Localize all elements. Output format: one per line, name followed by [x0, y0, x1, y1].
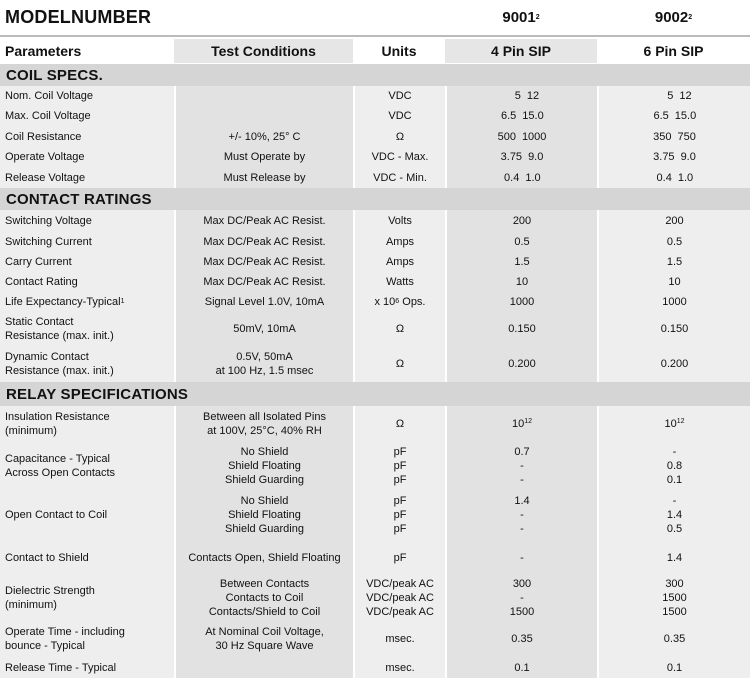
units-cell: Volts: [353, 210, 445, 231]
value-min: 6.5: [653, 110, 669, 122]
stacked-lines: [205, 625, 324, 653]
parameter-lines: [5, 350, 114, 378]
value-pair: [505, 89, 539, 103]
stacked-lines: [225, 445, 304, 487]
stacked-lines: [514, 445, 529, 487]
line: -: [520, 508, 524, 521]
value-min: 0.4: [656, 171, 672, 184]
model-9002-value: 1.4: [597, 539, 750, 576]
table-row: [0, 86, 750, 106]
parameter-line: Resistance (max. init.): [5, 365, 114, 377]
model-9002-value: 0.150: [597, 312, 750, 346]
parameter-name: Contact Rating: [5, 276, 78, 288]
parameter-cell: [0, 576, 174, 620]
test-condition-cell: [174, 490, 353, 539]
stacked-lines: [216, 350, 314, 378]
model-9001-value: 0.200: [445, 346, 597, 382]
line: 300: [665, 578, 684, 590]
table-row: [0, 147, 750, 167]
model-9002-value: [597, 490, 750, 539]
parameter-name: Operate Voltage: [5, 151, 85, 163]
value-max: 12: [526, 90, 540, 102]
parameter-line: Resistance (max. init.): [5, 330, 114, 342]
line: Shield Guarding: [225, 474, 304, 486]
line: 30 Hz Square Wave: [215, 640, 314, 652]
units-cell: Watts: [353, 272, 445, 292]
value-max: 15.0: [522, 110, 544, 122]
line: pF: [393, 508, 407, 521]
unit-tail: Ops.: [399, 296, 426, 308]
parameter-cell: [0, 539, 174, 576]
test-condition-cell: Max DC/Peak AC Resist.: [174, 210, 353, 231]
stacked-lines: [667, 445, 682, 487]
model-9001-value: [445, 126, 597, 147]
stacked-lines: [510, 577, 534, 619]
parameter-line: Static Contact: [5, 316, 74, 328]
parameter-name: Switching Current: [5, 235, 92, 248]
stacked-lines: [514, 494, 529, 536]
parameter-cell: [0, 490, 174, 539]
section-header-relay: RELAY SPECIFICATIONS: [0, 382, 750, 406]
test-condition-cell: [174, 86, 353, 106]
value-max: 9.0: [528, 151, 544, 163]
value-min: 5: [667, 90, 674, 102]
stacked-lines: [366, 577, 434, 619]
line: pF: [393, 494, 407, 507]
test-condition-cell: +/- 10%, 25° C: [174, 126, 353, 147]
table-row: [0, 252, 750, 272]
line: Shield Floating: [228, 508, 301, 521]
value-pair: [501, 150, 544, 164]
parameter-lines: [5, 452, 115, 480]
test-condition-cell: [174, 406, 353, 442]
power-exponent: 12: [524, 418, 533, 425]
value-min: 350: [653, 130, 672, 143]
value-max: 12: [679, 90, 692, 102]
line: Between Contacts: [219, 578, 310, 590]
value-max: 15.0: [674, 110, 697, 122]
model-9002-value: 1.5: [597, 252, 750, 272]
model-number-header: [0, 0, 750, 37]
units-cell: VDC: [353, 86, 445, 106]
model-9001-value: [445, 406, 597, 442]
model-9001-value: 0.150: [445, 312, 597, 346]
parameter-line: Insulation Resistance: [5, 411, 110, 423]
line: pF: [393, 474, 407, 486]
parameter-cell: [0, 406, 174, 442]
parameter-line: Operate Time - including: [5, 626, 125, 638]
parameter-name: Carry Current: [5, 256, 72, 268]
units-cell: Amps: [353, 252, 445, 272]
parameter-line: Dynamic Contact: [5, 351, 89, 363]
line: No Shield: [240, 494, 289, 507]
value-min: 500: [497, 130, 516, 143]
parameter-name: Contact to Shield: [5, 551, 89, 564]
model-9002-value: [597, 442, 750, 490]
model-9002-value: 1000: [597, 292, 750, 312]
table-row: [0, 658, 750, 678]
table-row: [0, 490, 750, 539]
model-9002-value: 0.35: [597, 620, 750, 658]
test-condition-cell: Max DC/Peak AC Resist.: [174, 252, 353, 272]
section-header-coil: COIL SPECS.: [0, 64, 750, 86]
table-row: [0, 106, 750, 126]
model-9001-number: 9001 2: [502, 9, 540, 26]
line: 0.8: [666, 460, 683, 472]
model-9001-value: [445, 442, 597, 490]
stacked-lines: [394, 494, 407, 536]
parameter-cell: [0, 312, 174, 346]
parameter-name: Coil Resistance: [5, 130, 82, 143]
units-cell: msec.: [353, 658, 445, 678]
model-9001-value: [445, 576, 597, 620]
units-cell: VDC - Min.: [353, 167, 445, 188]
power-value: [664, 417, 684, 431]
value-min: 0.4: [504, 171, 520, 184]
parameter-cell: [0, 252, 174, 272]
table-row: [0, 576, 750, 620]
model-9001-package-header: 4 Pin SIP: [445, 39, 597, 63]
parameter-cell: Life Expectancy-Typical 1: [0, 292, 174, 312]
test-condition-cell: Must Operate by: [174, 147, 353, 167]
parameter-cell: [0, 147, 174, 167]
line: 0.5: [666, 522, 683, 535]
value-max: 1000: [521, 130, 547, 143]
model-9001-value: 1000: [445, 292, 597, 312]
stacked-lines: [225, 494, 304, 536]
test-condition-cell: Contacts Open, Shield Floating: [174, 539, 353, 576]
units-cell: Amps: [353, 231, 445, 252]
test-condition-cell: Signal Level 1.0V, 10mA: [174, 292, 353, 312]
table-row: [0, 346, 750, 382]
table-row: [0, 210, 750, 231]
value-pair: [503, 171, 540, 185]
model-9001-value: 0.35: [445, 620, 597, 658]
stacked-lines: [203, 410, 326, 438]
line: pF: [393, 460, 407, 472]
units-cell: msec.: [353, 620, 445, 658]
value-max: 1.0: [677, 171, 694, 184]
line: 1.4: [666, 508, 683, 521]
value-pair: [653, 130, 696, 144]
units-cell: [353, 576, 445, 620]
table-row: [0, 539, 750, 576]
model-9002-value: [597, 406, 750, 442]
model-9001-value: [445, 490, 597, 539]
parameter-name: Release Time - Typical: [5, 662, 117, 674]
value-max: 9.0: [680, 151, 696, 163]
parameter-name: Max. Coil Voltage: [5, 110, 91, 122]
parameter-cell: [0, 658, 174, 678]
parameter-cell: [0, 106, 174, 126]
model-9002-value: [597, 147, 750, 167]
units-cell: [353, 490, 445, 539]
value-max: 750: [677, 130, 696, 143]
test-condition-cell: [174, 106, 353, 126]
units-cell: Ω: [353, 346, 445, 382]
line: Shield Guarding: [225, 522, 304, 535]
units-cell: Ω: [353, 406, 445, 442]
parameters-header: Parameters: [5, 43, 82, 59]
parameter-name: Life Expectancy-Typical: [5, 296, 121, 308]
model-9002-value: [597, 126, 750, 147]
line: 0.7: [514, 446, 530, 458]
value-max: 1.0: [525, 171, 541, 184]
units-cell: VDC - Max.: [353, 147, 445, 167]
parameter-name: Nom. Coil Voltage: [5, 90, 94, 102]
value-pair: [653, 109, 696, 123]
line: pF: [393, 446, 407, 458]
line: At Nominal Coil Voltage,: [205, 626, 324, 638]
test-condition-cell: [174, 620, 353, 658]
line: -: [520, 592, 524, 604]
table-row: [0, 312, 750, 346]
line: 1.4: [514, 494, 530, 507]
test-condition-cell: Max DC/Peak AC Resist.: [174, 272, 353, 292]
parameter-cell: [0, 272, 174, 292]
model-9001-value: 1.5: [445, 252, 597, 272]
power-base: 10: [511, 418, 525, 430]
value-pair: [657, 89, 691, 103]
value-min: 3.75: [653, 151, 675, 163]
parameter-lines: [5, 315, 114, 343]
model-9002-number: 9002 2: [654, 9, 693, 26]
table-row: [0, 167, 750, 188]
power-value: [512, 417, 532, 431]
line: VDC/peak AC: [366, 606, 434, 618]
model-number-label: MODELNUMBER: [5, 7, 152, 27]
line: 1500: [662, 606, 687, 618]
line: -: [672, 494, 677, 507]
line: 0.1: [666, 474, 683, 486]
line: -: [520, 460, 524, 472]
model-9001-value: [445, 167, 597, 188]
test-condition-cell: Must Release by: [174, 167, 353, 188]
model-9001-value: [445, 86, 597, 106]
parameter-line: Dielectric Strength: [5, 585, 95, 597]
test-condition-cell: [174, 442, 353, 490]
parameter-line: (minimum): [5, 425, 57, 437]
line: 0.5V, 50mA: [236, 351, 293, 363]
value-min: 6.5: [500, 110, 517, 122]
units-cell: [353, 442, 445, 490]
value-pair: [656, 171, 693, 185]
model-9001-value: 0.5: [445, 231, 597, 252]
model-9002-value: [597, 86, 750, 106]
test-conditions-header: Test Conditions: [174, 39, 353, 63]
header-spacer: [174, 0, 353, 35]
parameter-line: Capacitance - Typical: [5, 453, 110, 465]
table-row: [0, 406, 750, 442]
value-pair: [498, 130, 547, 144]
units-cell: x 10 6 Ops.: [353, 292, 445, 312]
line: 1500: [509, 606, 535, 618]
value-pair: [500, 109, 543, 123]
model-9002-value: [597, 167, 750, 188]
test-condition-cell: 50mV, 10mA: [174, 312, 353, 346]
parameter-cell: [0, 620, 174, 658]
line: -: [520, 522, 524, 535]
parameter-line: (minimum): [5, 599, 57, 611]
table-row: [0, 126, 750, 147]
stacked-lines: [662, 577, 686, 619]
model-9002-value: 0.5: [597, 231, 750, 252]
table-row: [0, 620, 750, 658]
units-cell: pF: [353, 539, 445, 576]
power-exponent: 12: [676, 418, 685, 425]
line: -: [520, 474, 524, 486]
model-9001-value: -: [445, 539, 597, 576]
line: VDC/peak AC: [366, 592, 434, 604]
table-row: [0, 292, 750, 312]
table-row: [0, 442, 750, 490]
parameter-cell: [0, 167, 174, 188]
parameter-cell: [0, 231, 174, 252]
model-9001-value: 0.1: [445, 658, 597, 678]
test-condition-cell: [174, 658, 353, 678]
section-header-contact: CONTACT RATINGS: [0, 188, 750, 210]
header-spacer: [353, 0, 445, 35]
parameter-cell: [0, 442, 174, 490]
model-9001-value: 200: [445, 210, 597, 231]
value-pair: [653, 150, 696, 164]
parameter-lines: [5, 410, 110, 438]
model-9002-value: [597, 106, 750, 126]
units-cell: Ω: [353, 312, 445, 346]
line: at 100 Hz, 1.5 msec: [215, 365, 314, 377]
model-9002-package-header: 6 Pin SIP: [643, 43, 704, 59]
parameter-lines: [5, 584, 95, 612]
test-condition-cell: [174, 346, 353, 382]
unit-base: x 10: [374, 296, 396, 308]
model-9001-value: [445, 106, 597, 126]
parameter-lines: [5, 625, 125, 653]
column-header-row: [0, 39, 750, 63]
line: No Shield: [240, 446, 289, 458]
power-base: 10: [664, 418, 677, 430]
line: at 100V, 25°C, 40% RH: [207, 425, 322, 437]
parameter-cell: [0, 126, 174, 147]
line: Between all Isolated Pins: [203, 411, 326, 423]
model-9002-value: [597, 576, 750, 620]
model-9002-value: 0.1: [597, 658, 750, 678]
line: Shield Floating: [228, 460, 301, 472]
parameter-cell: [0, 210, 174, 231]
stacked-lines: [667, 494, 682, 536]
line: pF: [393, 522, 407, 535]
value-min: 5: [514, 90, 521, 102]
model-9001-value: 10: [445, 272, 597, 292]
model-9001-value: [445, 147, 597, 167]
parameter-line: bounce - Typical: [5, 640, 85, 652]
parameter-name: Open Contact to Coil: [5, 508, 108, 521]
test-condition-cell: [174, 576, 353, 620]
parameter-cell: [0, 346, 174, 382]
model-9002-value: 200: [597, 210, 750, 231]
line: 1500: [662, 592, 687, 604]
model-9002-value: 0.200: [597, 346, 750, 382]
parameter-cell: [0, 86, 174, 106]
table-row: [0, 231, 750, 252]
parameter-name: Switching Voltage: [5, 214, 92, 227]
line: -: [672, 446, 677, 458]
stacked-lines: [394, 445, 407, 487]
line: Contacts to Coil: [225, 592, 304, 604]
line: Contacts/Shield to Coil: [208, 606, 321, 618]
model-9002-value: 10: [597, 272, 750, 292]
value-min: 3.75: [500, 151, 523, 163]
stacked-lines: [209, 577, 320, 619]
line: VDC/peak AC: [366, 578, 434, 590]
line: 300: [512, 578, 532, 590]
parameter-line: Across Open Contacts: [5, 467, 116, 479]
table-row: [0, 272, 750, 292]
parameter-name: Release Voltage: [5, 171, 86, 184]
units-cell: VDC: [353, 106, 445, 126]
test-condition-cell: Max DC/Peak AC Resist.: [174, 231, 353, 252]
units-cell: Ω: [353, 126, 445, 147]
units-header: Units: [381, 43, 417, 59]
